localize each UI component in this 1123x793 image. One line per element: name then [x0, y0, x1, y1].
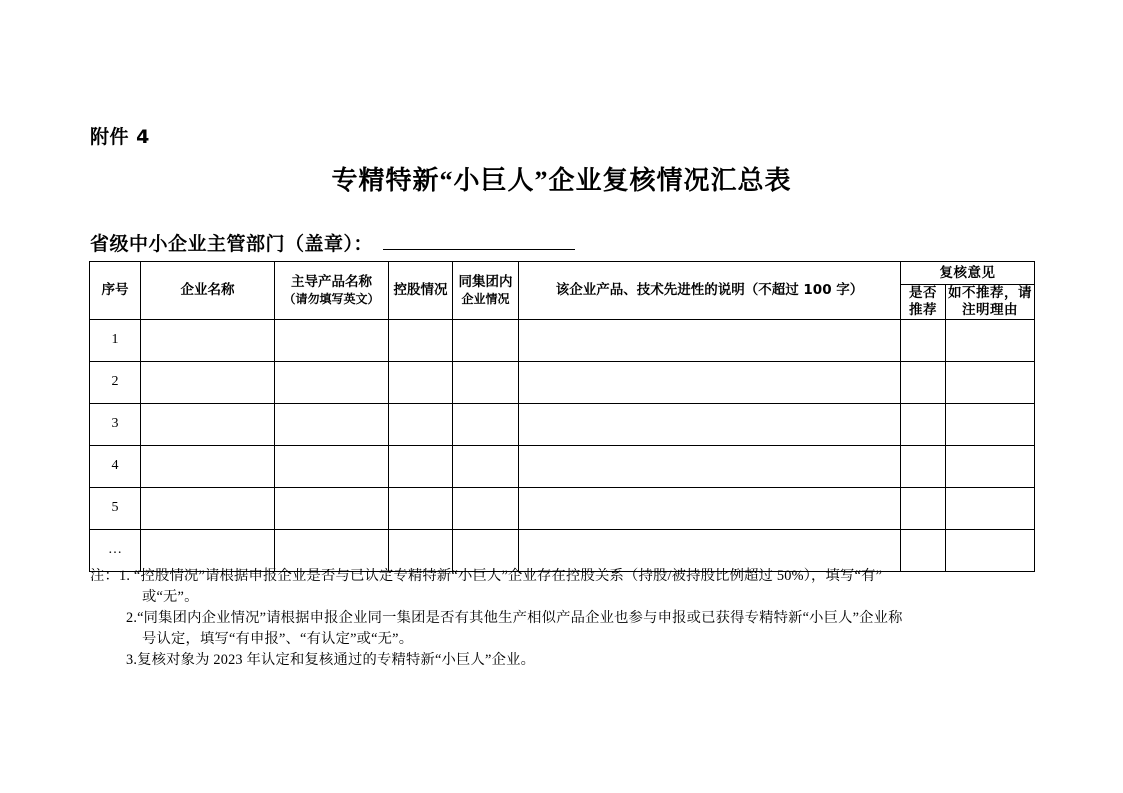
- header-main-product-line2: （请勿填写英文）: [283, 291, 380, 306]
- cell-reason[interactable]: [946, 319, 1035, 361]
- cell-reason[interactable]: [946, 487, 1035, 529]
- header-reason-line2: 注明理由: [962, 301, 1018, 318]
- table-header-row-1: [90, 262, 1035, 285]
- cell-recommend[interactable]: [901, 445, 946, 487]
- cell-index: 4: [90, 445, 141, 487]
- cell-recommend[interactable]: [901, 487, 946, 529]
- header-recommend-line1: 是否: [909, 285, 937, 301]
- table-row: [90, 529, 1035, 571]
- cell-index: 1: [90, 319, 141, 361]
- header-holding-status: 控股情况: [389, 262, 453, 320]
- seal-blank-field[interactable]: [383, 236, 575, 250]
- table-header: [90, 262, 1035, 320]
- cell-company-name[interactable]: [141, 403, 275, 445]
- note-text: “控股情况”请根据申报企业是否与已认定专精特新“小巨人”企业存在控股关系（持股/被持股比例超过 50%），填写“有”: [133, 568, 883, 584]
- header-reason: [946, 285, 1035, 320]
- cell-index: 3: [90, 403, 141, 445]
- header-recommend-line2: 推荐: [909, 301, 937, 318]
- header-group-company-line2: 企业情况: [461, 291, 510, 306]
- note-item: [90, 608, 1050, 629]
- cell-tech-description[interactable]: [519, 319, 901, 361]
- cell-holding-status[interactable]: [389, 487, 453, 529]
- cell-holding-status[interactable]: [389, 445, 453, 487]
- cell-main-product[interactable]: [275, 403, 389, 445]
- notes-section: [90, 566, 1050, 671]
- header-main-product-line1: 主导产品名称: [291, 273, 372, 290]
- table-row: [90, 361, 1035, 403]
- note-marker: 3.: [126, 652, 138, 668]
- cell-company-name[interactable]: [141, 529, 275, 571]
- cell-holding-status[interactable]: [389, 529, 453, 571]
- cell-group-company[interactable]: [453, 445, 519, 487]
- cell-tech-description[interactable]: [519, 487, 901, 529]
- cell-index: 5: [90, 487, 141, 529]
- note-item-continuation: [90, 629, 1050, 650]
- cell-reason[interactable]: [946, 445, 1035, 487]
- cell-recommend[interactable]: [901, 529, 946, 571]
- header-index: 序号: [90, 262, 141, 320]
- note-item: [90, 650, 1050, 671]
- cell-main-product[interactable]: [275, 361, 389, 403]
- cell-reason[interactable]: [946, 361, 1035, 403]
- table-body: [90, 319, 1035, 571]
- cell-group-company[interactable]: [453, 529, 519, 571]
- cell-tech-description[interactable]: [519, 361, 901, 403]
- cell-group-company[interactable]: [453, 403, 519, 445]
- note-text: 复核对象为 2023 年认定和复核通过的专精特新“小巨人”企业。: [137, 652, 536, 668]
- note-item: [90, 566, 1050, 587]
- note-item-continuation: [90, 587, 1050, 608]
- table-row: [90, 319, 1035, 361]
- cell-holding-status[interactable]: [389, 361, 453, 403]
- cell-main-product[interactable]: [275, 445, 389, 487]
- cell-reason[interactable]: [946, 529, 1035, 571]
- cell-recommend[interactable]: [901, 361, 946, 403]
- cell-holding-status[interactable]: [389, 319, 453, 361]
- header-main-product: [275, 262, 389, 320]
- cell-recommend[interactable]: [901, 403, 946, 445]
- cell-recommend[interactable]: [901, 319, 946, 361]
- header-tech-description: 该企业产品、技术先进性的说明（不超过 100 字）: [519, 262, 901, 320]
- cell-group-company[interactable]: [453, 487, 519, 529]
- table-row: [90, 487, 1035, 529]
- cell-reason[interactable]: [946, 403, 1035, 445]
- table-row: [90, 403, 1035, 445]
- cell-group-company[interactable]: [453, 361, 519, 403]
- header-group-company-line1: 同集团内: [458, 273, 513, 290]
- cell-company-name[interactable]: [141, 319, 275, 361]
- cell-index: …: [90, 529, 141, 571]
- header-reason-line1: 如不推荐，请: [948, 285, 1032, 301]
- cell-tech-description[interactable]: [519, 529, 901, 571]
- header-company-name: 企业名称: [141, 262, 275, 320]
- header-group-company: [453, 262, 519, 320]
- cell-main-product[interactable]: [275, 487, 389, 529]
- page-title: 专精特新“小巨人”企业复核情况汇总表: [331, 166, 792, 195]
- note-text: 号认定，填写“有申报”、“有认定”或“无”。: [142, 631, 414, 647]
- cell-tech-description[interactable]: [519, 403, 901, 445]
- table-row: [90, 445, 1035, 487]
- seal-label: 省级中小企业主管部门（盖章）：: [90, 233, 374, 255]
- cell-main-product[interactable]: [275, 319, 389, 361]
- cell-company-name[interactable]: [141, 445, 275, 487]
- cell-company-name[interactable]: [141, 361, 275, 403]
- attachment-label: 附件 4: [90, 126, 150, 148]
- review-summary-table: [89, 261, 1035, 572]
- header-review-opinion: 复核意见: [901, 262, 1035, 285]
- review-summary-table-wrap: [89, 261, 1034, 572]
- notes-prefix: 注：: [90, 568, 119, 584]
- header-recommend: [901, 285, 946, 320]
- cell-holding-status[interactable]: [389, 403, 453, 445]
- cell-company-name[interactable]: [141, 487, 275, 529]
- cell-main-product[interactable]: [275, 529, 389, 571]
- note-text: “同集团内企业情况”请根据申报企业同一集团是否有其他生产相似产品企业也参与申报或已获得专精特新“小巨人”企业称: [137, 610, 903, 626]
- cell-tech-description[interactable]: [519, 445, 901, 487]
- note-text: 或“无”。: [142, 589, 199, 605]
- seal-line: [90, 229, 575, 256]
- note-marker: 2.: [126, 610, 138, 626]
- note-marker: 1.: [119, 568, 134, 584]
- cell-group-company[interactable]: [453, 319, 519, 361]
- cell-index: 2: [90, 361, 141, 403]
